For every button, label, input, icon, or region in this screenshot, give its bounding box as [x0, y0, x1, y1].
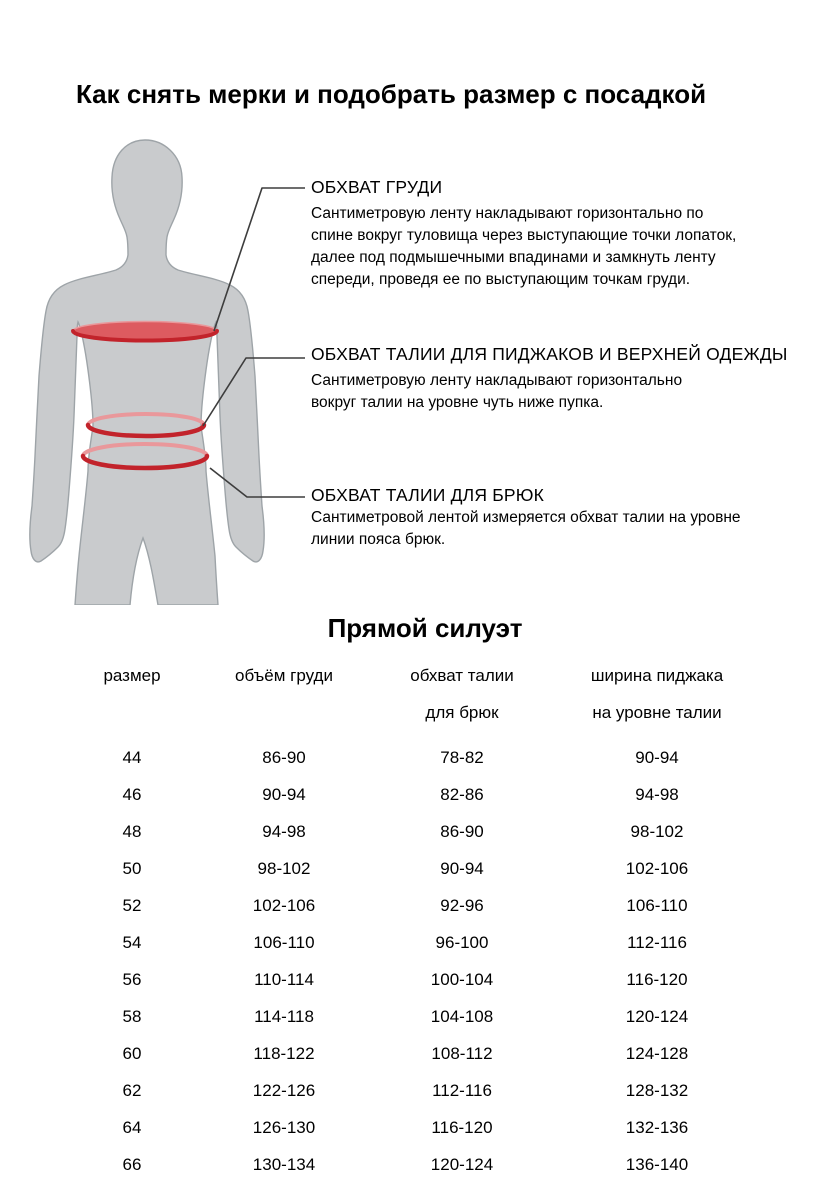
column-header-line: размер — [103, 666, 161, 685]
measurement-heading-chest: ОБХВАТ ГРУДИ — [311, 177, 443, 197]
table-cell: 106-110 — [253, 933, 315, 952]
table-cell: 64 — [122, 1118, 142, 1137]
table-cell: 94-98 — [262, 822, 306, 841]
table-cell: 136-140 — [625, 1155, 689, 1174]
table-cell: 86-90 — [262, 748, 306, 767]
table-cell: 112-116 — [627, 933, 687, 952]
measurement-description-pants-waist: Сантиметровой лентой измеряется обхват талии на уровне линии пояса брюк. — [311, 509, 741, 548]
table-cell: 128-132 — [625, 1081, 689, 1100]
column-header-size — [78, 665, 186, 739]
table-cell: 56 — [122, 970, 142, 989]
page-title: Как снять мерки и подобрать размер с посадкой — [76, 79, 707, 109]
measurement-heading-jacket-waist: ОБХВАТ ТАЛИИ ДЛЯ ПИДЖАКОВ И ВЕРХНЕЙ ОДЕЖДЫ — [311, 344, 788, 364]
table-cell: 60 — [122, 1044, 142, 1063]
column-header-line: для брюк — [425, 703, 499, 722]
column-header-jacket-width — [542, 665, 772, 739]
table-cell: 44 — [122, 748, 142, 767]
size-table — [78, 612, 772, 1183]
table-cell: 104-108 — [430, 1007, 494, 1026]
table-cell: 86-90 — [440, 822, 484, 841]
column-header-chest — [186, 665, 382, 739]
table-cell: 130-134 — [252, 1155, 316, 1174]
column-header-line: обхват талии — [410, 666, 514, 685]
male-silhouette — [30, 140, 264, 605]
table-cell: 102-106 — [252, 896, 316, 915]
table-cell: 66 — [122, 1155, 142, 1174]
table-cell: 54 — [122, 933, 142, 952]
table-rows — [78, 739, 772, 1183]
column-header-line — [186, 702, 382, 739]
table-cell: 90-94 — [635, 748, 679, 767]
table-title: Прямой силуэт — [327, 613, 523, 643]
table-cell: 124-128 — [625, 1044, 689, 1063]
table-header — [78, 665, 772, 739]
table-cell: 90-94 — [440, 859, 484, 878]
table-cell: 112-116 — [432, 1081, 492, 1100]
table-cell: 120-124 — [625, 1007, 689, 1026]
table-cell: 100-104 — [430, 970, 494, 989]
measurement-description-chest: Сантиметровую ленту накладывают горизонтально по спине вокруг туловища через выступающие точки лопаток, далее под подмышечными впадинами и замкнуть ленту спереди, проведя ее по выступающим точкам груди. — [311, 205, 737, 288]
measurement-description-jacket-waist: Сантиметровую ленту накладывают горизонтально вокруг талии на уровне чуть ниже пупка. — [311, 372, 683, 411]
column-header-line: объём груди — [235, 666, 333, 685]
table-cell: 62 — [122, 1081, 142, 1100]
table-cell: 108-112 — [431, 1044, 493, 1063]
body-silhouette-figure — [20, 130, 310, 605]
table-cell: 120-124 — [430, 1155, 494, 1174]
table-cell: 116-120 — [626, 970, 688, 989]
table-cell: 94-98 — [635, 785, 679, 804]
table-cell: 102-106 — [625, 859, 689, 878]
column-header-line: на уровне талии — [592, 703, 722, 722]
column-header-line — [78, 702, 186, 739]
table-cell: 126-130 — [252, 1118, 316, 1137]
table-cell: 82-86 — [440, 785, 484, 804]
column-header-line: ширина пиджака — [590, 666, 724, 685]
table-cell: 118-122 — [253, 1044, 315, 1063]
table-cell: 90-94 — [262, 785, 306, 804]
table-cell: 98-102 — [257, 859, 311, 878]
table-cell: 106-110 — [626, 896, 688, 915]
table-cell: 116-120 — [431, 1118, 493, 1137]
table-cell: 132-136 — [625, 1118, 689, 1137]
table-cell: 50 — [122, 859, 142, 878]
table-cell: 92-96 — [440, 896, 484, 915]
table-cell: 78-82 — [440, 748, 484, 767]
column-header-pants-waist — [382, 665, 542, 739]
table-cell: 52 — [122, 896, 142, 915]
table-cell: 110-114 — [254, 970, 314, 989]
chest-measure-ring — [73, 322, 217, 341]
table-cell: 96-100 — [435, 933, 489, 952]
table-cell: 114-118 — [254, 1007, 314, 1026]
table-cell: 122-126 — [252, 1081, 316, 1100]
table-cell: 48 — [122, 822, 142, 841]
table-cell: 46 — [122, 785, 142, 804]
table-cell: 98-102 — [630, 822, 684, 841]
table-cell: 58 — [122, 1007, 142, 1026]
measurement-heading-pants-waist: ОБХВАТ ТАЛИИ ДЛЯ БРЮК — [311, 485, 545, 505]
